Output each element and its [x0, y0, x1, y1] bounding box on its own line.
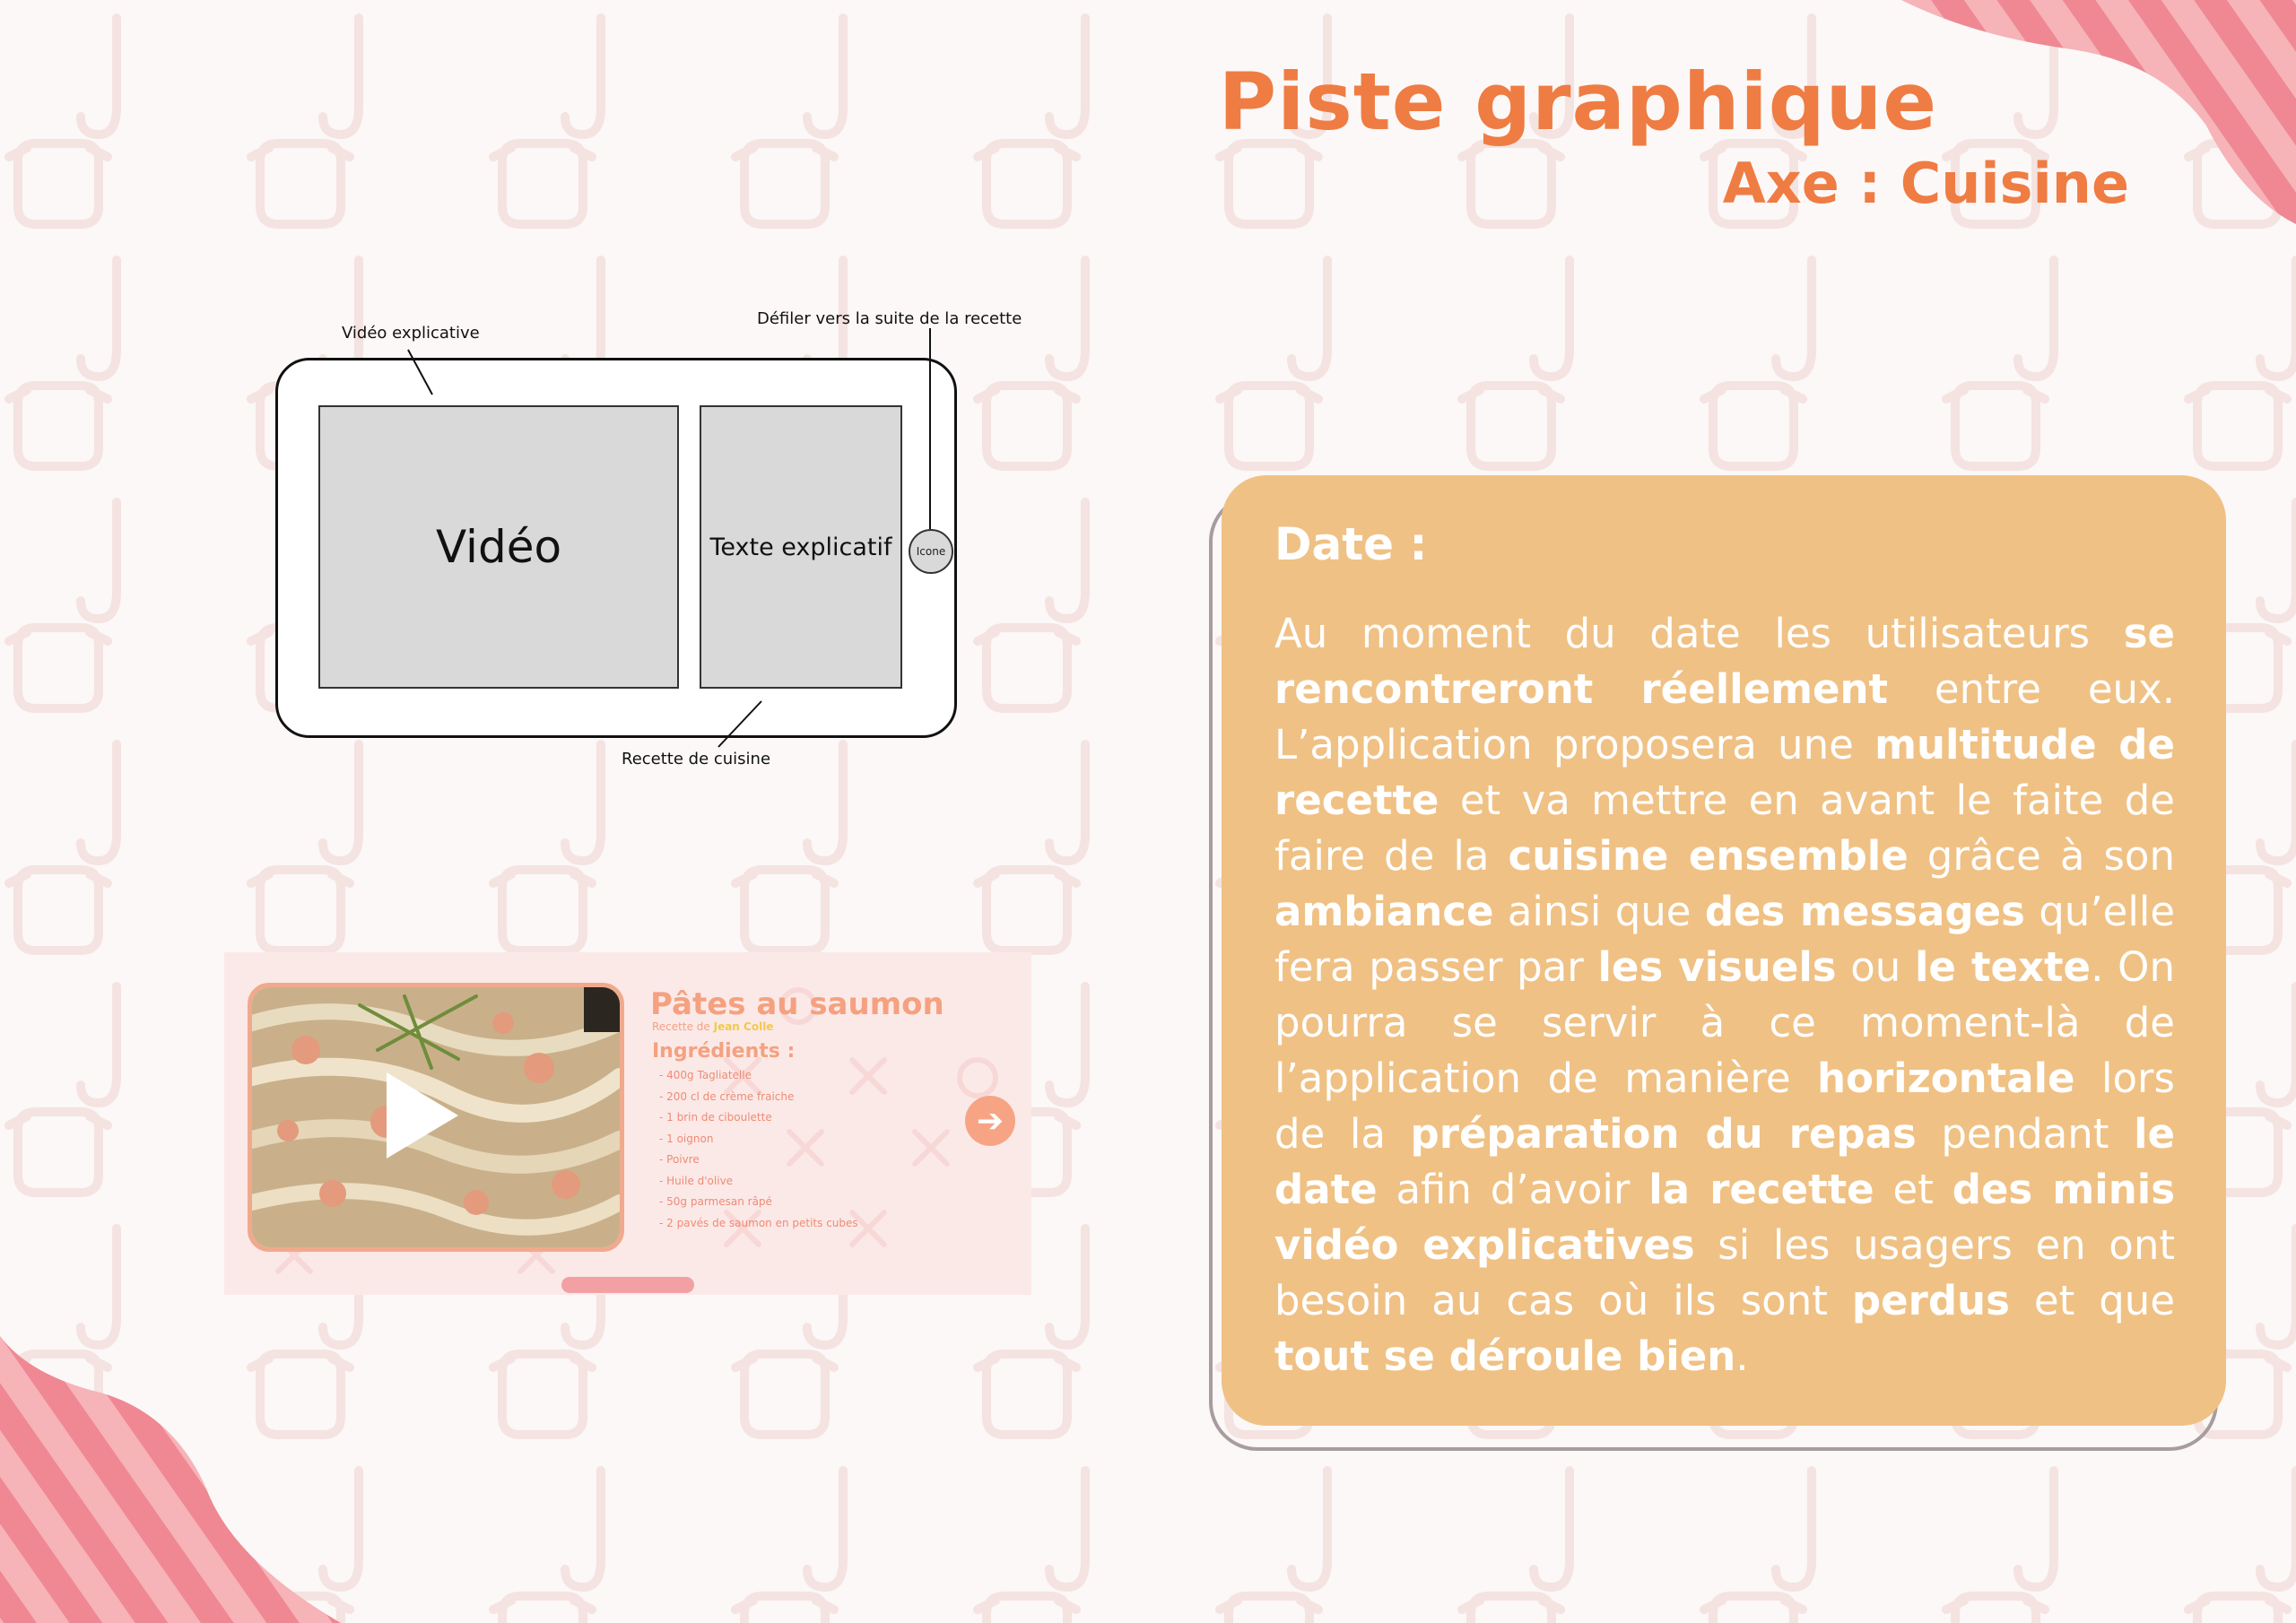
list-item: - 1 brin de ciboulette: [659, 1111, 772, 1124]
wireframe-label-scroll: Défiler vers la suite de la recette: [757, 309, 1022, 328]
card-text-emphasis: multitude de recette: [1274, 721, 2175, 824]
card-text-emphasis: perdus: [1851, 1277, 2010, 1324]
card-text-segment: grâce à son: [1908, 832, 2175, 880]
wireframe-video-box: Vidéo: [318, 405, 679, 689]
card-text-emphasis: se rencontreront réellement: [1274, 610, 2175, 713]
recipe-video-thumbnail[interactable]: [248, 983, 624, 1252]
card-text-emphasis: le date: [1274, 1110, 2176, 1213]
card-text-segment: ou: [1836, 943, 1915, 991]
card-text-emphasis: les visuels: [1597, 943, 1837, 991]
wireframe-text-box: Texte explicatif: [700, 405, 902, 689]
recipe-author-prefix: Recette de: [652, 1020, 710, 1033]
card-text-segment: Au moment du date les utilisateurs: [1274, 610, 2124, 657]
page-subtitle: Axe : Cuisine: [1722, 151, 2129, 216]
decorative-corner-bottom-left: [0, 1336, 341, 1623]
card-text-emphasis: préparation du repas: [1410, 1110, 1917, 1158]
ingredients-list: [659, 1069, 858, 1237]
play-icon[interactable]: [387, 1072, 458, 1159]
card-body-text: [1274, 606, 2175, 1384]
recipe-author: [652, 1020, 773, 1033]
card-text-segment: et que: [2009, 1277, 2176, 1324]
list-item: - 400g Tagliatelle: [659, 1069, 752, 1081]
card-text-segment: afin d’avoir: [1377, 1166, 1649, 1213]
scroll-indicator-bar[interactable]: [561, 1277, 694, 1293]
list-item: - 2 pavés de saumon en petits cubes: [659, 1216, 858, 1229]
ingredients-title: Ingrédients :: [652, 1040, 796, 1063]
recipe-author-name: Jean Colle: [713, 1020, 774, 1033]
card-text-segment: . On pourra se servir à ce moment-là de l’application de manière: [1274, 943, 2175, 1102]
list-item: - 50g parmesan râpé: [659, 1195, 772, 1208]
card-title: Date :: [1274, 518, 1428, 570]
card-text-emphasis: tout se déroule bien: [1274, 1332, 1736, 1380]
card-text-emphasis: des minis vidéo explicatives: [1274, 1166, 2175, 1269]
wireframe-icon-circle: Icone: [909, 529, 953, 574]
wireframe-label-video: Vidéo explicative: [342, 324, 480, 343]
card-text-segment: si les usagers en ont besoin au cas où ils sont: [1274, 1221, 2175, 1324]
card-text-emphasis: ambiance: [1274, 888, 1494, 935]
card-text-emphasis: cuisine ensemble: [1508, 832, 1909, 880]
card-text-segment: lors de la: [1274, 1055, 2175, 1158]
card-text-emphasis: horizontale: [1817, 1055, 2075, 1102]
card-text-emphasis: la recette: [1648, 1166, 1874, 1213]
list-item: - Huile d'olive: [659, 1174, 734, 1187]
card-text-segment: ainsi que: [1493, 888, 1705, 935]
arrow-right-icon[interactable]: ➔: [965, 1096, 1015, 1146]
card-text-emphasis: des messages: [1704, 888, 2025, 935]
page-title: Piste graphique: [1218, 56, 1937, 148]
card-text-segment: .: [1735, 1332, 1749, 1380]
card-text-emphasis: le texte: [1914, 943, 2092, 991]
list-item: - Poivre: [659, 1153, 700, 1166]
card-text-segment: et: [1874, 1166, 1952, 1213]
wireframe-label-recipe: Recette de cuisine: [622, 750, 771, 768]
card-text-segment: et va mettre en avant le faite de faire de la: [1274, 777, 2175, 880]
list-item: - 1 oignon: [659, 1132, 714, 1145]
list-item: - 200 cl de crème fraiche: [659, 1089, 795, 1103]
card-text-segment: entre eux. L’application proposera une: [1274, 665, 2175, 768]
card-text-segment: qu’elle fera passer par: [1274, 888, 2176, 991]
recipe-title: Pâtes au saumon: [650, 986, 944, 1022]
card-text-segment: pendant: [1916, 1110, 2135, 1158]
